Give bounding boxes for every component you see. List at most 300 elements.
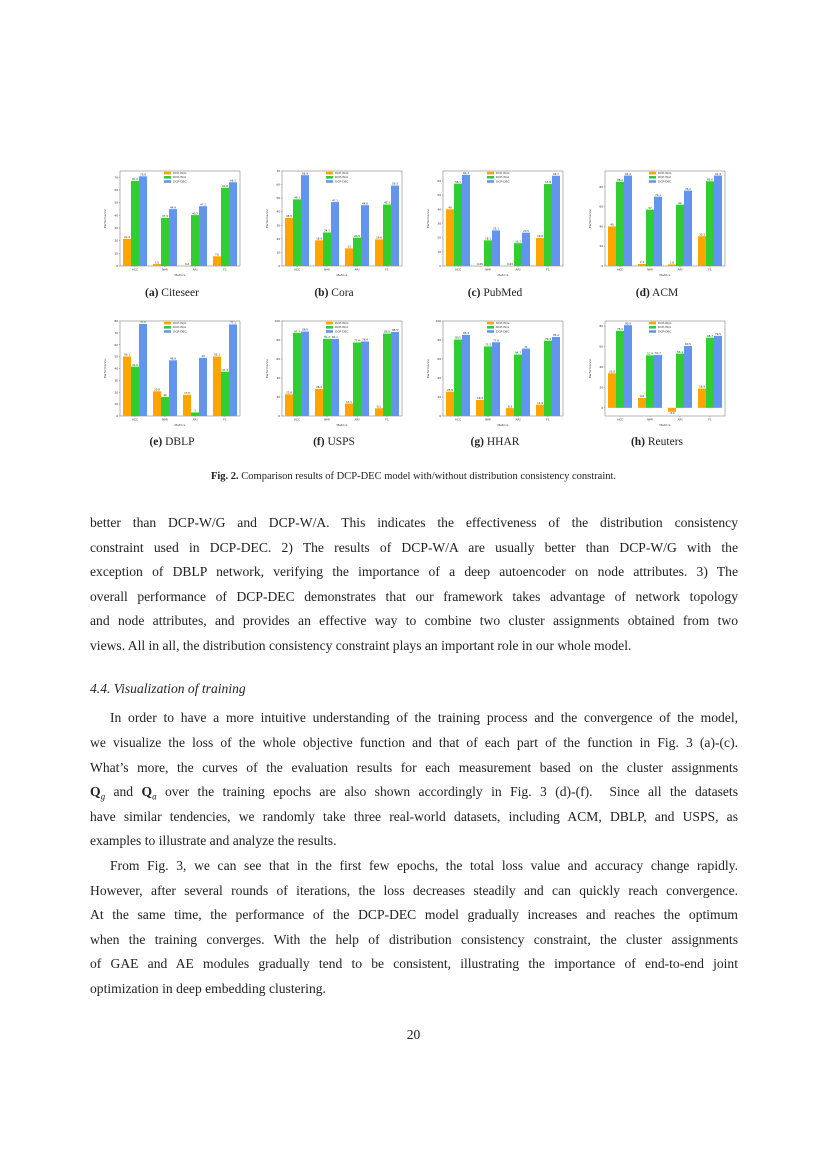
- text-line: when the training converges. With the help of distribution consistency constraint, the cluster assignments: [90, 932, 738, 947]
- legend-label: DCP-W/G: [496, 321, 510, 325]
- bar-dcp-w-g: [345, 404, 353, 416]
- y-tick-label: 20: [437, 395, 442, 399]
- legend-label: DCP-W/G: [658, 321, 672, 325]
- math-q: Q: [141, 784, 153, 799]
- bar-value-label: 1.6: [669, 261, 675, 265]
- legend-label: DCP-W/G: [173, 171, 187, 175]
- bar-value-label: 66.9: [302, 172, 308, 176]
- x-tick-label: ACC: [131, 417, 139, 422]
- math-q: Q: [90, 784, 101, 799]
- bar-dcp-w-g: [668, 264, 676, 266]
- y-tick-label: 60: [437, 178, 442, 183]
- bar-dcp-dec: [714, 336, 722, 408]
- chart-svg: [585, 168, 730, 278]
- bar-dcp-dec: [139, 324, 147, 416]
- chart-svg: [423, 168, 568, 278]
- subfigure-title: Reuters: [645, 436, 684, 448]
- figure-caption: [0, 471, 827, 482]
- y-tick-label: 40: [437, 376, 442, 380]
- legend-swatch: [326, 330, 333, 333]
- bar-dcp-dec: [301, 332, 309, 416]
- x-axis-label: Metrics: [174, 423, 186, 427]
- bar-value-label: 37.3: [222, 368, 228, 372]
- math-sub-g: g: [100, 791, 106, 802]
- y-tick-label: 80: [114, 319, 119, 323]
- bar-value-label: 49: [201, 355, 205, 359]
- y-axis-label: Performance: [588, 208, 592, 229]
- figure-label: Fig. 2.: [210, 471, 239, 482]
- page-number: 20: [406, 1027, 421, 1042]
- legend-swatch: [164, 326, 171, 329]
- chart-hhar: [423, 318, 568, 428]
- bar-dcp-w-g: [506, 408, 514, 416]
- subfigure-title: DBLP: [162, 436, 195, 448]
- bar-dcp-w-g: [285, 394, 293, 416]
- bar-dcp-dec: [391, 186, 399, 266]
- y-tick-label: 60: [437, 357, 442, 361]
- x-tick-label: ARI: [354, 267, 360, 272]
- bar-value-label: 81.1: [332, 336, 338, 340]
- bar-value-label: 47.2: [200, 203, 206, 207]
- y-tick-label: 70: [276, 169, 281, 173]
- legend-swatch: [326, 180, 333, 183]
- legend-swatch: [164, 176, 171, 179]
- legend-label: DCP-DEC: [496, 179, 510, 184]
- bar-dcp-w-g: [213, 256, 221, 266]
- bar-dcp-w-g: [698, 389, 706, 408]
- bar-value-label: 71: [524, 345, 528, 349]
- bar-value-label: 91.4: [625, 172, 631, 176]
- bar-value-label: 57: [648, 206, 652, 210]
- bar-value-label: 11.9: [537, 401, 543, 405]
- x-tick-label: NMI: [162, 417, 168, 422]
- bar-dcp-w-g: [536, 405, 544, 416]
- legend-swatch: [487, 330, 494, 333]
- subfigure-caption: [254, 287, 414, 299]
- bar-value-label: 46.9: [170, 357, 176, 361]
- bar-value-label: 81.2: [324, 336, 330, 340]
- y-axis-label: Performance: [426, 208, 430, 229]
- bar-value-label: 13.1: [346, 400, 352, 404]
- bar-value-label: 50.1: [214, 353, 220, 357]
- bar-value-label: 79.3: [545, 337, 551, 341]
- legend-swatch: [164, 330, 171, 333]
- bar-value-label: 22.8: [286, 391, 292, 395]
- text-line: overall performance of DCP-DEC demonstrates that our framework takes advantage of network topology: [90, 589, 738, 604]
- subfigure-title: Citeseer: [158, 287, 199, 299]
- subfigure-title: Cora: [328, 287, 354, 299]
- bar-value-label: 83.2: [553, 334, 559, 338]
- bar-value-label: 51.7: [655, 352, 661, 356]
- bar-value-label: 9.6: [639, 395, 645, 399]
- bar-dcp-w-a: [191, 412, 199, 416]
- bar-value-label: 44.8: [362, 202, 368, 206]
- bar-value-label: 19.6: [376, 236, 382, 240]
- chart-dblp: [100, 318, 245, 428]
- bar-value-label: 77.6: [493, 339, 499, 343]
- bar-value-label: 77.4: [354, 339, 360, 343]
- y-tick-label: 20: [599, 244, 604, 249]
- subfigure-tag: (g): [470, 436, 484, 448]
- y-tick-label: 100: [274, 319, 281, 323]
- x-tick-label: ACC: [131, 267, 139, 272]
- x-tick-label: ARI: [354, 417, 360, 422]
- bar-dcp-dec: [331, 339, 339, 416]
- text-line: However, after several rounds of iterations, the loss decreases steadily and can quickly reach convergence.: [90, 883, 738, 898]
- text-line: At the same time, the performance of the DCP-DEC model gradually increases and reaches the optimum: [90, 907, 738, 922]
- chart-reuters: [585, 318, 730, 428]
- legend-label: DCP-W/A: [496, 325, 510, 330]
- bar-value-label: 23.5: [523, 229, 529, 233]
- text-line: optimization in deep embedding clustering.: [90, 981, 326, 996]
- bar-value-label: 77.5: [140, 321, 146, 325]
- y-tick-label: 30: [114, 378, 119, 383]
- bar-value-label: 7.6: [214, 253, 220, 257]
- bar-dcp-w-a: [454, 340, 462, 416]
- chart-svg: [100, 318, 245, 428]
- bar-value-label: 33.8: [609, 370, 615, 374]
- bar-value-label: 64.3: [463, 172, 469, 176]
- bar-dcp-w-a: [676, 354, 684, 408]
- legend-label: DCP-DEC: [173, 329, 187, 334]
- text-line-math: [90, 783, 738, 801]
- legend-swatch: [487, 172, 494, 175]
- text-line: constraint used in DCP-DEC. 2) The results of DCP-W/A are usually better than DCP-W/G with the: [90, 540, 738, 555]
- x-tick-label: F1: [708, 417, 712, 422]
- y-axis-label: Performance: [103, 208, 107, 229]
- x-tick-label: F1: [223, 267, 227, 272]
- y-axis-label: Performance: [588, 358, 592, 379]
- subfigure-tag: (h): [630, 436, 646, 448]
- legend-label: DCP-W/A: [658, 175, 672, 180]
- legend-label: DCP-W/A: [173, 325, 187, 330]
- bar-value-label: 1.5: [154, 261, 160, 265]
- y-tick-label: 50: [114, 200, 119, 205]
- y-tick-label: 30: [114, 226, 119, 230]
- legend-label: DCP-W/G: [173, 321, 187, 325]
- x-tick-label: NMI: [485, 417, 491, 422]
- text-line: exception of DBLP network, verifying the importance of a deep autoencoder on node attributes. 3) The: [90, 564, 738, 579]
- bar-value-label: 67.2: [132, 178, 138, 182]
- x-tick-label: F1: [223, 417, 227, 422]
- bar-value-label: 85.6: [707, 178, 713, 182]
- bar-value-label: 85.4: [463, 332, 469, 336]
- bar-dcp-w-a: [131, 181, 139, 266]
- bar-dcp-w-g: [608, 373, 616, 408]
- bar-dcp-dec: [462, 175, 470, 266]
- bar-dcp-dec: [229, 182, 237, 266]
- bar-dcp-w-g: [698, 236, 706, 266]
- text-line: What’s more, the curves of the evaluation results for each measurement based on the cluster assignments: [90, 760, 738, 775]
- bar-dcp-w-g: [536, 238, 544, 266]
- text-line: we visualize the loss of the whole objective function and that of each part of the function in Fig. 3 (a)-(c).: [90, 735, 738, 750]
- bar-dcp-w-a: [293, 333, 301, 416]
- bar-value-label: 70.5: [715, 333, 721, 337]
- bar-value-label: 76.2: [685, 187, 691, 191]
- bar-value-label: 16.1: [515, 240, 521, 244]
- bar-dcp-w-g: [446, 392, 454, 416]
- text-line: In order to have a more intuitive understanding of the training process and the convergence of the model,: [110, 710, 738, 725]
- bar-dcp-w-a: [323, 232, 331, 266]
- bar-dcp-w-g: [375, 239, 383, 266]
- bar-value-label: 80.9: [625, 322, 631, 326]
- x-tick-label: NMI: [324, 417, 330, 422]
- bar-value-label: 18.1: [485, 237, 491, 241]
- y-tick-label: 80: [276, 338, 281, 342]
- chart-svg: [262, 168, 407, 278]
- bar-dcp-dec: [361, 205, 369, 266]
- bar-value-label: 0.2: [184, 262, 190, 266]
- legend-swatch: [164, 172, 171, 175]
- bar-dcp-w-a: [484, 240, 492, 266]
- y-tick-label: 70: [114, 330, 119, 335]
- subfigure-tag: (e): [149, 436, 163, 448]
- bar-dcp-dec: [331, 202, 339, 266]
- bar-dcp-w-a: [353, 238, 361, 266]
- legend-label: DCP-DEC: [335, 329, 349, 334]
- legend-label: DCP-W/A: [335, 325, 349, 330]
- bar-value-label: 61.8: [222, 184, 228, 188]
- bar-dcp-dec: [684, 346, 692, 408]
- bar-value-label: 30.1: [699, 233, 705, 237]
- bar-dcp-w-a: [646, 355, 654, 408]
- x-tick-label: ACC: [454, 417, 462, 422]
- subfigure-caption: [415, 287, 575, 299]
- subfigure-tag: (a): [145, 287, 159, 299]
- legend-swatch: [649, 326, 656, 329]
- chart-pubmed: [423, 168, 568, 278]
- bar-dcp-w-a: [293, 199, 301, 266]
- bar-value-label: 16.9: [477, 397, 483, 401]
- bar-dcp-w-a: [514, 355, 522, 416]
- subfigure-caption: [577, 436, 737, 448]
- bar-value-label: 50.1: [124, 353, 130, 357]
- bar-value-label: 91.4: [715, 172, 721, 176]
- bar-dcp-dec: [624, 325, 632, 408]
- subfigure-title: USPS: [324, 436, 355, 448]
- legend-swatch: [649, 172, 656, 175]
- y-tick-label: 10: [276, 250, 281, 255]
- bar-value-label: 21.4: [124, 236, 130, 240]
- x-tick-label: ARI: [677, 417, 683, 422]
- bar-value-label: 35.5: [286, 215, 292, 219]
- y-tick-label: 20: [114, 238, 119, 243]
- legend-label: DCP-W/G: [335, 171, 349, 175]
- bar-dcp-w-a: [353, 342, 361, 416]
- bar-value-label: 13: [347, 245, 351, 249]
- bar-value-label: 24.7: [324, 229, 330, 233]
- bar-value-label: 49.1: [294, 196, 300, 200]
- legend-label: DCP-DEC: [658, 329, 672, 334]
- bar-dcp-w-g: [668, 408, 676, 412]
- bar-value-label: 17.8: [184, 392, 190, 396]
- bar-dcp-w-g: [315, 389, 323, 416]
- bar-dcp-w-g: [183, 395, 191, 416]
- bar-dcp-w-g: [638, 264, 646, 266]
- text-line: better than DCP-W/G and DCP-W/A. This indicates the effectiveness of the distribution consistency: [90, 515, 738, 530]
- y-tick-label: 20: [437, 235, 442, 240]
- bar-value-label: 75.4: [617, 328, 623, 332]
- bar-value-label: 68.7: [707, 334, 713, 338]
- bar-value-label: 66.1: [230, 179, 236, 183]
- y-tick-label: 30: [437, 221, 442, 226]
- bar-dcp-w-a: [616, 182, 624, 266]
- bar-dcp-dec: [139, 176, 147, 266]
- bar-dcp-w-a: [191, 215, 199, 266]
- bar-value-label: 20.9: [354, 234, 360, 238]
- bar-value-label: 85.2: [617, 178, 623, 182]
- bar-dcp-dec: [301, 175, 309, 266]
- subfigure-tag: (c): [467, 287, 481, 299]
- bar-dcp-w-a: [706, 181, 714, 266]
- x-axis-label: Metrics: [659, 423, 671, 427]
- y-tick-label: 0: [278, 414, 281, 418]
- y-tick-label: 40: [599, 364, 604, 369]
- y-tick-label: 40: [114, 366, 119, 371]
- legend-swatch: [326, 172, 333, 175]
- y-tick-label: 60: [599, 204, 604, 209]
- legend-label: DCP-W/A: [173, 175, 187, 180]
- bar-value-label: 16: [163, 394, 167, 398]
- x-tick-label: ARI: [515, 417, 521, 422]
- bar-dcp-w-a: [161, 397, 169, 416]
- bar-dcp-w-g: [153, 264, 161, 266]
- figure-caption-text: Comparison results of DCP-DEC model with/without distribution consistency constraint.: [238, 471, 617, 482]
- y-tick-label: 60: [599, 344, 604, 349]
- y-axis-label: Performance: [265, 358, 269, 379]
- legend-swatch: [487, 326, 494, 329]
- y-tick-label: 0: [278, 264, 281, 268]
- bar-dcp-dec: [169, 360, 177, 416]
- bar-value-label: 20.8: [154, 388, 160, 392]
- bar-dcp-dec: [552, 176, 560, 266]
- x-tick-label: NMI: [647, 267, 653, 272]
- bar-dcp-w-g: [123, 357, 131, 416]
- bar-value-label: 62: [678, 201, 682, 205]
- bar-dcp-dec: [492, 230, 500, 266]
- legend-swatch: [326, 176, 333, 179]
- bar-value-label: 3: [194, 409, 196, 413]
- y-tick-label: 40: [276, 376, 281, 380]
- bar-dcp-w-g: [638, 398, 646, 408]
- bar-value-label: 40: [448, 206, 452, 210]
- y-axis-label: Performance: [265, 208, 269, 229]
- bar-dcp-w-a: [454, 184, 462, 266]
- subfigure-caption: [92, 287, 252, 299]
- legend-swatch: [487, 180, 494, 183]
- bar-dcp-dec: [552, 337, 560, 416]
- bar-dcp-w-a: [514, 243, 522, 266]
- legend-label: DCP-DEC: [496, 329, 510, 334]
- bar-dcp-w-g: [315, 240, 323, 266]
- subfigure-tag: (d): [635, 287, 650, 299]
- bar-value-label: 47.1: [332, 199, 338, 203]
- bar-dcp-dec: [684, 191, 692, 266]
- bar-value-label: 40: [610, 223, 614, 227]
- legend-swatch: [326, 322, 333, 325]
- chart-usps: [262, 318, 407, 428]
- bar-dcp-w-a: [616, 331, 624, 408]
- text-fragment: and: [105, 784, 142, 799]
- bar-value-label: -3.9: [669, 412, 675, 416]
- bar-value-label: 37.9: [162, 215, 168, 219]
- bar-dcp-w-a: [161, 218, 169, 266]
- legend-swatch: [164, 180, 171, 183]
- subfigure-caption: [254, 436, 414, 448]
- bar-value-label: 63.7: [553, 172, 559, 176]
- bar-dcp-w-g: [476, 400, 484, 416]
- x-tick-label: F1: [708, 267, 712, 272]
- chart-svg: [423, 318, 568, 428]
- x-tick-label: ACC: [616, 417, 624, 422]
- x-tick-label: ARI: [192, 267, 198, 272]
- bar-value-label: 86.8: [384, 330, 390, 334]
- bar-dcp-w-a: [706, 338, 714, 408]
- chart-citeseer: [100, 168, 245, 278]
- bar-value-label: 80.5: [455, 336, 461, 340]
- bar-value-label: 44.9: [170, 206, 176, 210]
- bar-value-label: 88.9: [302, 328, 308, 332]
- legend-label: DCP-W/A: [335, 175, 349, 180]
- bar-value-label: 78.4: [362, 338, 368, 342]
- x-tick-label: ACC: [293, 417, 301, 422]
- bar-dcp-dec: [199, 206, 207, 266]
- bar-value-label: 0.03: [507, 263, 513, 267]
- bar-value-label: 88.5: [392, 329, 398, 333]
- legend-swatch: [164, 322, 171, 325]
- subfigure-title: HHAR: [483, 436, 520, 448]
- y-tick-label: 50: [276, 196, 281, 201]
- text-line: of GAE and AE modules gradually tend to be consistent, illustrating the importance of end-to-end joint: [90, 956, 738, 971]
- bar-dcp-w-a: [383, 334, 391, 416]
- y-tick-label: 10: [114, 251, 119, 256]
- y-tick-label: 60: [276, 357, 281, 361]
- y-tick-label: 40: [599, 224, 604, 229]
- chart-acm: [585, 168, 730, 278]
- x-tick-label: ACC: [293, 267, 301, 272]
- bar-dcp-dec: [624, 176, 632, 266]
- bar-value-label: 2.1: [639, 261, 645, 265]
- x-axis-label: Metrics: [174, 273, 186, 277]
- y-axis-label: Performance: [426, 358, 430, 379]
- bar-value-label: 59.3: [392, 182, 398, 186]
- legend-swatch: [649, 180, 656, 183]
- x-tick-label: ARI: [677, 267, 683, 272]
- bar-value-label: 70.1: [655, 193, 661, 197]
- legend-swatch: [326, 326, 333, 329]
- legend-label: DCP-DEC: [173, 179, 187, 184]
- bar-value-label: 41.6: [132, 363, 138, 367]
- bar-dcp-dec: [199, 358, 207, 416]
- bar-dcp-w-g: [375, 408, 383, 416]
- section-heading: 4.4. Visualization of training: [90, 681, 246, 696]
- y-tick-label: 80: [599, 324, 604, 329]
- text-line: views. All in all, the distribution consistency constraint plays an important role in our whole model.: [90, 638, 632, 653]
- subfigure-tag: (f): [313, 436, 325, 448]
- y-tick-label: 20: [599, 385, 604, 390]
- bar-dcp-dec: [522, 349, 530, 416]
- y-tick-label: 80: [599, 184, 604, 189]
- x-tick-label: F1: [385, 267, 389, 272]
- chart-svg: [262, 318, 407, 428]
- legend-swatch: [649, 176, 656, 179]
- x-tick-label: ACC: [616, 267, 624, 272]
- y-tick-label: 60: [114, 342, 119, 347]
- x-tick-label: F1: [385, 417, 389, 422]
- y-tick-label: 30: [276, 223, 281, 228]
- bar-dcp-w-a: [544, 184, 552, 266]
- y-tick-label: 10: [114, 402, 119, 407]
